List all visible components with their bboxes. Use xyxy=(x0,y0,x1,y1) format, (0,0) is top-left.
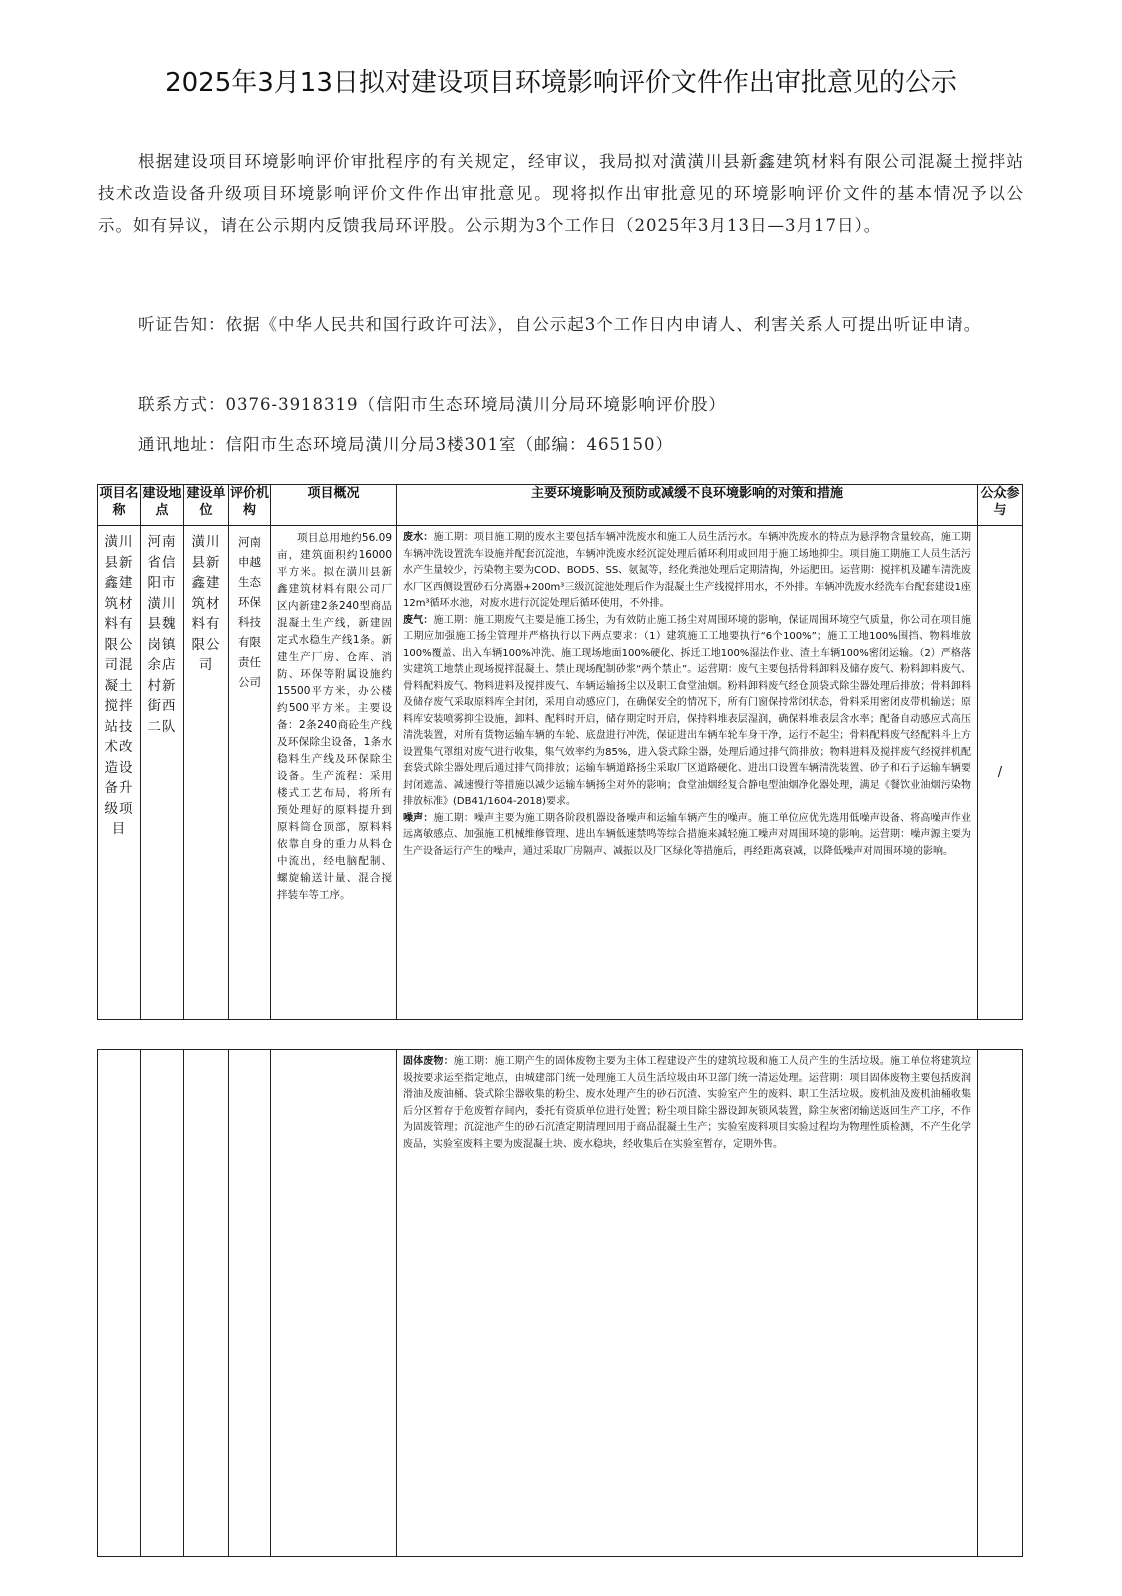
contact-info: 联系方式：0376-3918319（信阳市生态环境局潢川分局环境影响评价股） xyxy=(138,395,727,414)
noise-text: 施工期：噪声主要为施工期各阶段机器设备噪声和运输车辆产生的噪声。施工单位应优先选用低噪声设备、将高噪声作业远离敏感点、加强施工机械维修管理、进出车辆低速禁鸣等综合措施来减轻施工噪声对周围环境的影响。运营期：噪声源主要为生产设备运行产生的噪声，通过采取厂房隔声、减振以及厂区绿化等措施后，再经距离衰减，以降低噪声对周围环境的影响。 xyxy=(403,812,972,857)
exhaust-gas-text: 施工期：施工期废气主要是施工扬尘，为有效防止施工扬尘对周围环境的影响，保证周围环境空气质量，你公司在项目施工期应加强施工扬尘管理并严格执行以下两点要求：（1）建筑施工工地要执行“6个100%”；施工工地100%围挡、物料堆放100%覆盖、出入车辆100%冲洗、施工现场地面100%硬化、拆迁工地100%湿法作业、渣土车辆100%密闭运输。（2）严格落实建筑工地禁止现场搅拌混凝土、禁止现场配制砂浆“两个禁止”。运营期：废气主要包括骨料卸料及储存废气、粉料卸料废气、骨料配料废气、物料进料及搅拌废气、车辆运输扬尘以及职工食堂油烟。粉料卸料废气经仓顶袋式除尘器处理后排放；骨料卸料及储存废气采取原料库全封闭，采用自动感应门，在确保安全的情况下，所有门窗保持常闭状态，骨料采用密闭皮带机输送；原料库安装喷雾抑尘设施，卸料、配料时开启，储存期定时开启，保持料堆表层湿润，确保料堆表层含水率；配备自动感应式高压清洗装置，对所有货物运输车辆的车轮、底盘进行冲洗，保证进出车辆车轮车身干净，运行不起尘；骨料配料废气经配料斗上方设置集气罩组对废气进行收集，集气效率约为85%，进入袋式除尘器，处理后通过排气筒排放；物料进料及搅拌废气经搅拌机配套袋式除尘器处理后通过排气筒排放；运输车辆道路扬尘采取厂区道路硬化、进出口设置车辆清洗装置、砂子和石子运输车辆要封闭遮盖、减速慢行等措施以减少运输车辆扬尘对外的影响；食堂油烟经复合静电型油烟净化器处理，满足《餐饮业油烟污染物排放标准》(DB41/1604-2018)要求。 xyxy=(403,614,972,807)
page-title: 2025年3月13日拟对建设项目环境影响评价文件作出审批意见的公示 xyxy=(165,68,957,98)
solid-waste-label: 固体废物： xyxy=(403,1056,454,1067)
hearing-notice: 听证告知：依据《中华人民共和国行政许可法》，自公示起3个工作日内申请人、利害关系人可提出听证申请。 xyxy=(138,315,982,334)
cont-cell-public-participation xyxy=(978,1050,1023,1557)
noise-section xyxy=(403,811,971,861)
solid-waste-section xyxy=(403,1054,971,1153)
table-header-row xyxy=(98,485,1023,526)
cont-cell-assessment-agency xyxy=(229,1050,271,1557)
project-table xyxy=(97,484,1023,1020)
table-row xyxy=(98,1050,1023,1557)
cell-location: 河南省信阳市潢川县魏岗镇余店村新街西二队 xyxy=(141,526,184,1020)
mailing-address: 通讯地址：信阳市生态环境局潢川分局3楼301室（邮编：465150） xyxy=(138,435,673,454)
header-assessment-agency: 评价机构 xyxy=(229,485,271,526)
wastewater-text: 施工期：项目施工期的废水主要包括车辆冲洗废水和施工人员生活污水。车辆冲洗废水的特点为悬浮物含量较高，施工期车辆冲洗设置洗车设施并配套沉淀池，车辆冲洗废水经沉淀处理后循环利用或回用于施工场地抑尘。项目施工期施工人员生活污水产生量较少，污染物主要为COD、BOD5、SS、氨氮等，经化粪池处理后定期清掏，外运肥田。运营期：搅拌机及罐车清洗废水厂区西侧设置砂石分离器+200m³三级沉淀池处理后作为混凝土生产线搅拌用水，不外排。车辆冲洗废水经洗车台配套建设1座12m³循环水池，对废水进行沉淀处理后循环使用，不外排。 xyxy=(403,532,972,609)
header-project-name: 项目名称 xyxy=(98,485,141,526)
header-measures: 主要环境影响及预防或减缓不良环境影响的对策和措施 xyxy=(397,485,978,526)
cell-assessment-agency: 河南申越生态环保科技有限责任公司 xyxy=(229,526,271,1020)
intro-paragraph: 根据建设项目环境影响评价审批程序的有关规定，经审议，我局拟对潢潢川县新鑫建筑材料有限公司混凝土搅拌站技术改造设备升级项目环境影响评价文件作出审批意见。现将拟作出审批意见的环境影响评价文件的基本情况予以公示。如有异议，请在公示期内反馈我局环评股。公示期为3个工作日（2025年3月13日—3月17日）。 xyxy=(98,152,1024,235)
cont-cell-overview xyxy=(271,1050,397,1557)
cell-overview: 项目总用地约56.09亩，建筑面积约16000平方米。拟在潢川县新鑫建筑材料有限公司厂区内新建2条240型商品混凝土生产线，新建固定式水稳生产线1条。新建生产厂房、仓库、消防、环保等附属设施约15500平方米，办公楼约500平方米。主要设备：2条240商砼生产线及环保除尘设备，1条水稳料生产线及环保除尘设备。生产流程：采用楼式工艺布局，将所有预处理好的原料提升到原料筒仓顶部，原料料依靠自身的重力从料仓中流出，经电脑配制、螺旋输送计量、混合搅拌装车等工序。 xyxy=(271,526,397,1020)
wastewater-section xyxy=(403,530,971,613)
cell-measures xyxy=(397,526,978,1020)
cont-cell-location xyxy=(141,1050,184,1557)
cell-construction-unit: 潢川县新鑫建筑材料有限公司 xyxy=(184,526,229,1020)
noise-label: 噪声： xyxy=(403,812,434,824)
cont-cell-project-name xyxy=(98,1050,141,1557)
table-row xyxy=(98,526,1023,1020)
cell-project-name: 潢川县新鑫建筑材料有限公司混凝土搅拌站技术改造设备升级项目 xyxy=(98,526,141,1020)
exhaust-gas-section xyxy=(403,613,971,811)
cont-cell-construction-unit xyxy=(184,1050,229,1557)
header-overview: 项目概况 xyxy=(271,485,397,526)
wastewater-label: 废水： xyxy=(403,532,434,543)
header-public-participation: 公众参与 xyxy=(978,485,1023,526)
cell-public-participation: / xyxy=(978,526,1023,1020)
header-construction-unit: 建设单位 xyxy=(184,485,229,526)
header-location: 建设地点 xyxy=(141,485,184,526)
project-table-continuation xyxy=(97,1049,1023,1557)
solid-waste-text: 施工期：施工期产生的固体废物主要为主体工程建设产生的建筑垃圾和施工人员产生的生活垃圾。施工单位将建筑垃圾按要求运至指定地点，由城建部门统一处理施工人员生活垃圾由环卫部门统一清运处理。运营期：项目固体废物主要包括废润滑油及废油桶、袋式除尘器收集的粉尘、废水处理产生的砂石沉渣、实验室产生的废料、职工生活垃圾。废机油及废机油桶收集后分区暂存于危废暂存间内，委托有资质单位进行处置；粉尘项目除尘器设卸灰锁风装置，除尘灰密闭输送返回生产工序，不作为固废管理；沉淀池产生的砂石沉渣定期清理回用于商品混凝土生产；实验室废料项目实验过程均为物理性质检测，不产生化学废品，实验室废料主要为废混凝土块、废水稳块，经收集后在实验室暂存，定期外售。 xyxy=(403,1056,972,1150)
exhaust-gas-label: 废气： xyxy=(403,614,434,626)
cont-cell-measures xyxy=(397,1050,978,1557)
